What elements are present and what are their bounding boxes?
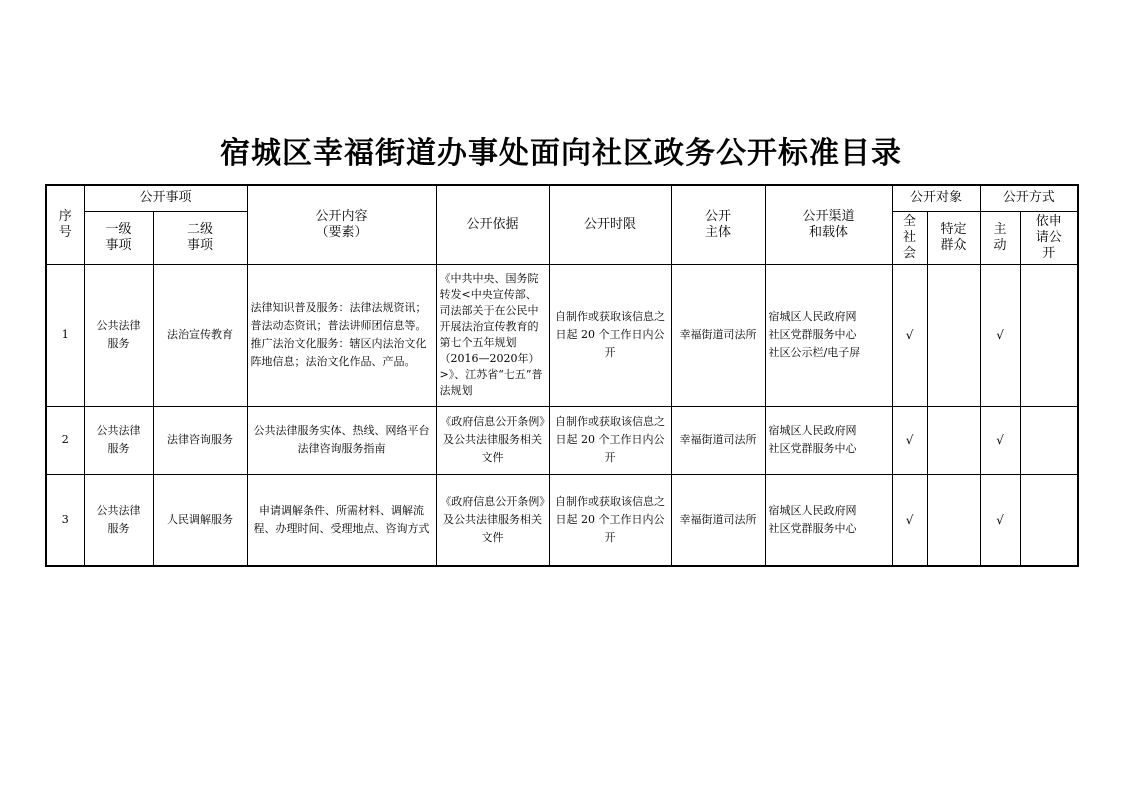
header-method-apply: 依申 请公 开: [1020, 211, 1078, 264]
header-channel: 公开渠道 和载体: [765, 185, 892, 264]
header-subject: 公开 主体: [671, 185, 765, 264]
table-row: [46, 474, 1078, 566]
cell-content: 公共法律服务实体、热线、网络平台法律咨询服务指南: [247, 406, 436, 474]
header-target-specific: 特定 群众: [927, 211, 980, 264]
cell-basis: 《中共中央、国务院转发<中央宣传部、司法部关于在公民中开展法治宣传教育的第七个五年规划（2016—2020年）>》、江苏省“七五”普法规划: [436, 264, 549, 406]
cell-basis: 《政府信息公开条例》及公共法律服务相关文件: [436, 474, 549, 566]
cell-level1: 公共法律 服务: [84, 264, 153, 406]
header-level1: 一级 事项: [84, 211, 153, 264]
table-row: [46, 264, 1078, 406]
cell-target-all: √: [892, 264, 927, 406]
header-method-group: 公开方式: [980, 185, 1078, 211]
cell-subject: 幸福街道司法所: [671, 264, 765, 406]
cell-content: 申请调解条件、所需材料、调解流程、办理时间、受理地点、咨询方式: [247, 474, 436, 566]
cell-channel: 宿城区人民政府网 社区党群服务中心: [765, 474, 892, 566]
header-method-active: 主 动: [980, 211, 1020, 264]
cell-time-limit: 自制作或获取该信息之日起 20 个工作日内公开: [549, 406, 671, 474]
disclosure-catalog-table: [45, 184, 1079, 567]
cell-subject: 幸福街道司法所: [671, 474, 765, 566]
cell-target-specific: [927, 474, 980, 566]
cell-time-limit: 自制作或获取该信息之日起 20 个工作日内公开: [549, 264, 671, 406]
cell-method-active: √: [980, 474, 1020, 566]
cell-subject: 幸福街道司法所: [671, 406, 765, 474]
cell-method-apply: [1020, 474, 1078, 566]
cell-channel: 宿城区人民政府网 社区党群服务中心: [765, 406, 892, 474]
header-matter-group: 公开事项: [84, 185, 247, 211]
cell-level1: 公共法律 服务: [84, 474, 153, 566]
cell-target-specific: [927, 406, 980, 474]
table-row: [46, 406, 1078, 474]
header-target-all: 全 社 会: [892, 211, 927, 264]
header-row-1: [46, 185, 1078, 211]
header-seq: 序 号: [46, 185, 84, 264]
cell-method-active: √: [980, 406, 1020, 474]
cell-level1: 公共法律 服务: [84, 406, 153, 474]
cell-seq: 1: [46, 264, 84, 406]
cell-content: 法律知识普及服务：法律法规资讯；普法动态资讯；普法讲师团信息等。 推广法治文化服务：辖区内法治文化阵地信息；法治文化作品、产品。: [247, 264, 436, 406]
cell-seq: 3: [46, 474, 84, 566]
cell-level2: 人民调解服务: [153, 474, 247, 566]
cell-method-apply: [1020, 406, 1078, 474]
cell-channel: 宿城区人民政府网 社区党群服务中心 社区公示栏/电子屏: [765, 264, 892, 406]
header-content: 公开内容 （要素）: [247, 185, 436, 264]
cell-basis: 《政府信息公开条例》及公共法律服务相关文件: [436, 406, 549, 474]
cell-method-active: √: [980, 264, 1020, 406]
cell-level2: 法律咨询服务: [153, 406, 247, 474]
cell-level2: 法治宣传教育: [153, 264, 247, 406]
cell-seq: 2: [46, 406, 84, 474]
cell-target-all: √: [892, 406, 927, 474]
header-basis: 公开依据: [436, 185, 549, 264]
cell-method-apply: [1020, 264, 1078, 406]
header-level2: 二级 事项: [153, 211, 247, 264]
header-target-group: 公开对象: [892, 185, 980, 211]
header-time-limit: 公开时限: [549, 185, 671, 264]
cell-target-specific: [927, 264, 980, 406]
document-title: 宿城区幸福街道办事处面向社区政务公开标准目录: [220, 136, 902, 171]
cell-target-all: √: [892, 474, 927, 566]
cell-time-limit: 自制作或获取该信息之日起 20 个工作日内公开: [549, 474, 671, 566]
